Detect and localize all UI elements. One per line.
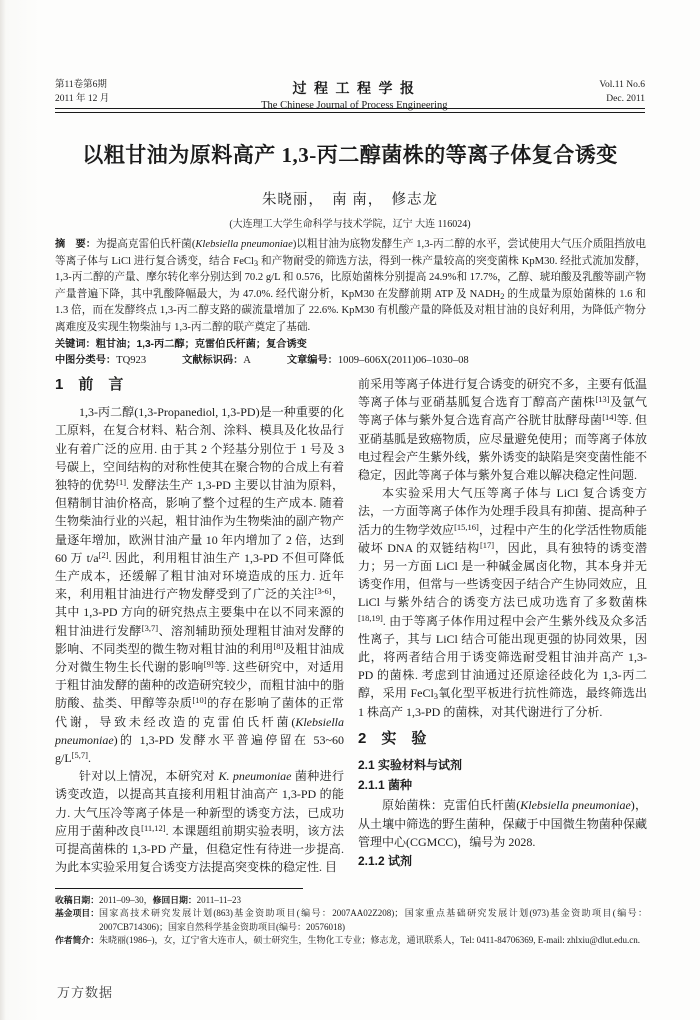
issue-volume-cn: 第11卷第6期: [55, 80, 107, 90]
article-number-value: 1009–606X(2011)06–1030–08: [337, 355, 469, 367]
issue-date-en: Dec. 2011: [606, 93, 645, 104]
issue-date-cn: 2011 年 12 月: [55, 93, 110, 104]
body-paragraph: 1,3-丙二醇(1,3-Propanediol, 1,3-PD)是一种重要的化工原料，在复合材料、粘合剂、涂料、模具及化妆品行业有着广泛的应用. 由于其 2 个羟基分别位于 1 号及 3 号碳上，空间结构的对称性使其在聚合物的合成上有着独特的优势[1]. 发酵法生产 1,3-PD 主要以甘油为原料，但精制甘油价格高，影响了整个过程的生产成本. 随着生物柴油行业的兴起，粗甘油作为生物柴油的副产物产量逐年增加，欧洲甘油产量 10 年内增加了 2 倍，达到 60 万 t/a[2]. 因此，利用粗甘油生产 1,3-PD 不但可降低生产成本，还缓解了粗甘油对环境造成的压力. 近年来，利用粗甘油进行产物发酵受到了广泛的关注[3-6]，其中 1,3-PD 方向的研究热点主要集中在以不同来源的粗甘油进行发酵[3,7]、溶剂辅助预处理粗甘油对发酵的影响、不同类型的微生物对粗甘油的利用[8]及粗甘油成分对微生物生长代谢的影响[9]等. 这些研究中，对适用于粗甘油发酵的菌种的改造研究较少，而粗甘油中的脂肪酸、盐类、甲醇等杂质[10]的存在影响了菌体的正常代谢，导致未经改造的克雷伯氏杆菌(Klebsiella pneumoniae)的 1,3-PD 发酵水平普遍停留在 53~60 g/L[5,7].: [55, 405, 344, 766]
clc-label: 中图分类号：: [55, 355, 117, 367]
footnote-bio: [55, 934, 647, 947]
section-1-heading: 1 前 言: [55, 376, 124, 393]
clc-value: TQ923: [116, 355, 147, 367]
abstract-label: 摘 要：: [55, 239, 96, 250]
footnote-divider: [55, 888, 303, 889]
document-code: [182, 353, 251, 370]
keywords-label: 关键词：: [55, 338, 96, 350]
section-2-1-heading: 2.1 实验材料与试剂: [358, 758, 463, 773]
journal-vol-info: [599, 79, 645, 106]
fund-text: 国家高技术研究发展计划(863)基金资助项目(编号：2007AA02Z208)；国家重点基础研究发展计划(973)基金资助项目(编号：2007CB714306)；国家自然科学基金资助项目(编号：20576018): [99, 908, 647, 932]
footnote-block: [55, 888, 647, 948]
article-number-label: 文章编号：: [286, 355, 338, 367]
volume-en: Vol.11 No.6: [599, 80, 645, 90]
header-divider: [55, 108, 645, 113]
article-number: [287, 353, 469, 370]
clc-number: [55, 353, 146, 370]
abstract-text: 为提高克雷伯氏杆菌(Klebsiella pneumoniae)以粗甘油为底物发酵生产 1,3-丙二醇的水平，尝试使用大气压介质阻挡放电等离子体与 LiCl 进行复合诱变，结合 FeCl$_3$ 和产物耐受的筛选方法，得到一株产量较高的突变菌株 KpM30. 经批式流加发酵，1,3-丙二醇的产量、摩尔转化率分别达到 70.2 g/L 和 0.576，比原始菌株分别提高 24.9%和 17.7%，乙醇、琥珀酸及乳酸等副产物产量普遍下降，其中乳酸降幅最大，为 47.0%. 经代谢分析，KpM30 在发酵前期 ATP 及 $NADH_2$ 的生成量为原始菌株的 1.6 和 1.3 倍，而在发酵终点 1,3-丙二醇支路的碳流量增加了 22.6%. KpM30 有机酸产量的降低及对粗甘油的良好利用，为降低产物分离难度及实现生物柴油与 1,3-丙二醇的联产奠定了基础.: [55, 239, 647, 333]
article-title: 以粗甘油为原料高产 1,3-丙二醇菌株的等离子体复合诱变: [82, 143, 618, 167]
body-paragraph: 原始菌株：克雷伯氏杆菌(Klebsiella pneumoniae)，从土壤中筛选的野生菌种，保藏于中国微生物菌种保藏管理中心(CGMCC)，编号为 2028.: [358, 798, 647, 849]
article-body: [55, 375, 647, 876]
footnote-dates: 收稿日期：2011–09–30，修回日期：2011–11–23: [55, 895, 242, 905]
abstract-block: [55, 237, 646, 370]
footnote-fund: [55, 907, 647, 934]
section-2-1-1-heading: 2.1.1 菌种: [358, 778, 413, 793]
journal-issue-info: [55, 79, 109, 106]
journal-header: [55, 79, 645, 111]
section-2-heading: 2 实 验: [358, 729, 427, 747]
journal-name-en: The Chinese Journal of Process Engineering: [261, 100, 448, 111]
right-column: [358, 375, 647, 876]
body-paragraph: 前采用等离子体进行复合诱变的研究不多，主要有低温等离子体与亚硝基胍复合选育丁醇高产菌株[13]及氩气等离子体与紫外复合选育高产谷胱甘肽酵母菌[14]等. 但亚硝基胍是致癌物质，应尽量避免使用；而等离子体放电过程会产生紫外线，紫外诱变的缺陷是突变菌性能不稳定，因此等离子体与紫外复合难以解决稳定性问题.: [358, 377, 647, 483]
bio-text: 朱晓丽(1986–)，女，辽宁省大连市人，硕士研究生，生物化工专业；修志龙，通讯联系人，Tel: 0411-84706369, E-mail: zhlxiu@dlut.edu.cn.: [99, 935, 641, 946]
classification-line: [55, 353, 646, 370]
author-list: 朱晓丽， 南 南， 修志龙: [261, 192, 439, 208]
left-column: [55, 375, 344, 876]
fund-label: 基金项目：: [55, 908, 99, 919]
abstract-paragraph: [55, 237, 646, 337]
keywords-text: 粗甘油；1,3-丙二醇；克雷伯氏杆菌；复合诱变: [95, 338, 307, 350]
journal-name-cn: 过 程 工 程 学 报: [292, 82, 417, 97]
document-code-label: 文献标识码：: [182, 355, 244, 367]
body-paragraph: 针对以上情况，本研究对 K. pneumoniae 菌种进行诱变改造，以提高其直接利用粗甘油高产 1,3-PD 的能力. 大气压冷等离子体是一种新型的诱变方法，已成功应用于菌种改良[11,12]. 本课题组前期实验表明，该方法可提高菌株的 1,3-PD 产量，但稳定性有待进一步提高. 为此本实验采用复合诱变方法提高突变株的稳定性. 目: [55, 769, 344, 875]
section-2-1-2-heading: 2.1.2 试剂: [358, 854, 413, 869]
keywords-line: [55, 337, 646, 354]
journal-name-block: [261, 78, 447, 111]
document-code-value: A: [243, 355, 251, 367]
bio-label: 作者简介：: [55, 935, 99, 946]
body-paragraph: 本实验采用大气压等离子体与 LiCl 复合诱变方法，一方面等离子体作为处理手段具有抑菌、提高种子活力的生物学效应[15,16]，过程中产生的化学活性物质能破坏 DNA 的双链结构[17]，因此，具有独特的诱变潜力；另一方面 LiCl 是一种碱金属卤化物，其本身并无诱变作用，但常与一些诱变因子结合产生协同效应，且 LiCl 与紫外结合的诱变方法已成功选育了多数菌株[18,19]. 由于等离子体作用过程中会产生紫外线及众多活性离子，其与 LiCl 结合可能出现更强的协同效果，因此，将两者结合用于诱变筛选耐受粗甘油并高产 1,3-PD 的菌株. 考虑到甘油通过还原途径歧化为 1,3-丙二醇，采用 FeCl$_3$氧化型平板进行抗性筛选，最终筛选出 1 株高产 1,3-PD 的菌株，对其代谢进行了分析.: [358, 486, 647, 719]
affiliation: (大连理工大学生命科学与技术学院，辽宁 大连 116024): [229, 219, 471, 230]
wanfang-watermark: 万方数据: [57, 985, 114, 1000]
